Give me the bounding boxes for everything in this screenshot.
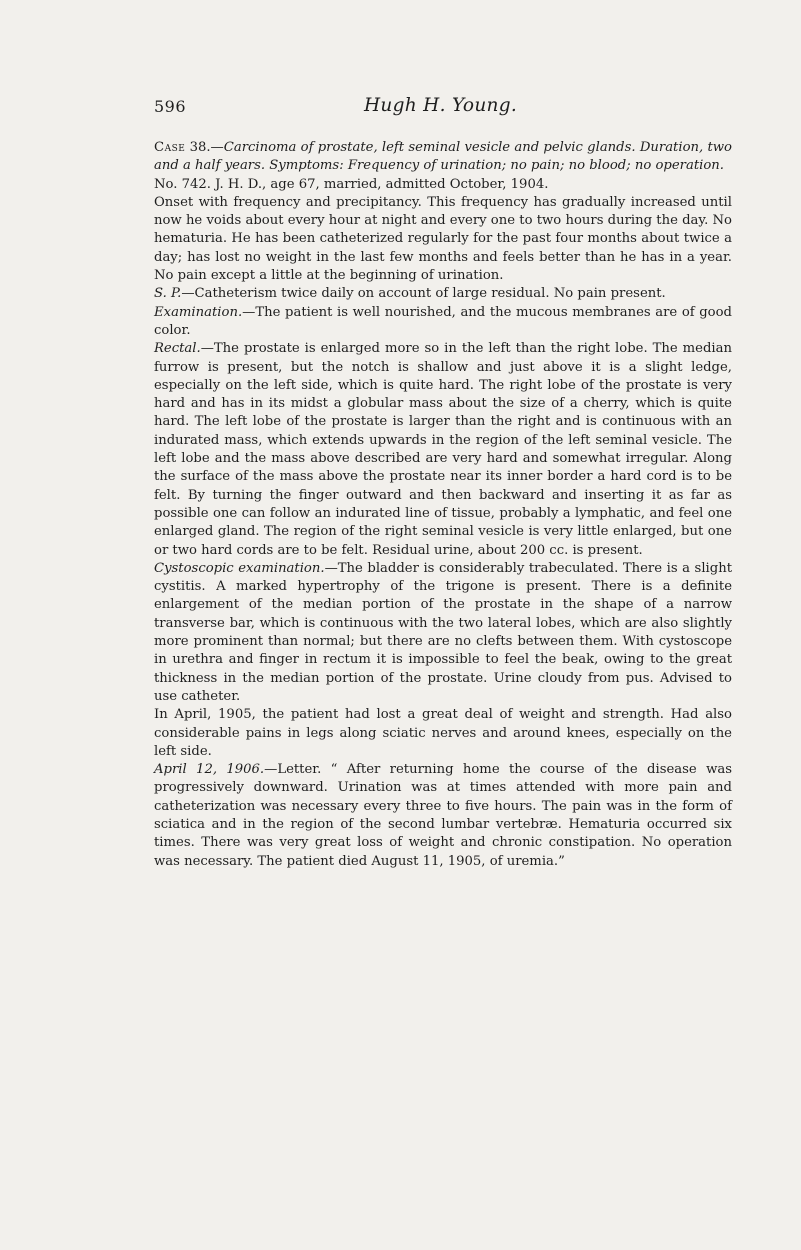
case-title: Carcinoma of prostate, left seminal vesicle and pelvic glands. Duration, two and a half years. Symptoms: Frequency of urination; no pain; no blood; no operation.	[154, 140, 732, 174]
book-page	[154, 97, 732, 871]
paragraph-sp	[154, 285, 732, 303]
rectal-text: —The prostate is enlarged more so in the left than the right lobe. The median furrow is present, but the notch is shallow and just above it is a slight ledge, especially on the left side, which is quite hard. The right lobe of the prostate is very hard and has in its midst a globular mass about the size of a cherry, which is quite hard. The left lobe of the prostate is larger than the right and is continuous with an indurated mass, which extends upwards in the region of the left seminal vesicle. The left lobe and the mass above described are very hard and somewhat irregular. Along the surface of the mass above the prostate near its inner border a hard cord is to be felt. By turning the finger outward and then backward and inserting it as far as possible one can follow an indurated line of tissue, probably a lymphatic, and feel one enlarged gland. The region of the right seminal vesicle is very little enlarged, but one or two hard cords are to be felt. Residual urine, about 200 cc. is present.	[154, 341, 732, 558]
running-title: Hugh H. Young.	[364, 95, 518, 116]
paragraph-letter	[154, 761, 732, 871]
paragraph-april-1905: In April, 1905, the patient had lost a great deal of weight and strength. Had also considerable pains in legs along sciatic nerves and around knees, especially on the left side.	[154, 707, 732, 759]
sp-text: —Catheterism twice daily on account of large residual. No pain present.	[181, 286, 666, 302]
paragraph-examination	[154, 304, 732, 341]
running-head	[154, 97, 732, 127]
page-number: 596	[154, 97, 187, 116]
paragraph-cystoscopic	[154, 560, 732, 706]
case-record: No. 742. J. H. D., age 67, married, admitted October, 1904.	[154, 176, 549, 192]
letter-date-label: April 12, 1906.	[154, 762, 265, 778]
sp-label: S. P.	[154, 286, 182, 302]
examination-label: Examination.	[154, 304, 243, 320]
case-label: Case	[154, 140, 186, 155]
cystoscopic-label: Cystoscopic examination.	[154, 560, 325, 576]
examination-text: —The patient is well nourished, and the mucous membranes are of good color.	[154, 304, 732, 338]
paragraph-onset: Onset with frequency and precipitancy. This frequency has gradually increased until now he voids about every hour at night and every one to two hours during the day. No hematuria. He has been catheterized regularly for the past four months about twice a day; has lost no weight in the last few months and feels better than he has in a year. No pain except a little at the beginning of urination.	[154, 194, 732, 284]
cystoscopic-text: —The bladder is considerably trabeculated. There is a slight cystitis. A marked hypertrophy of the trigone is present. There is a definite enlargement of the median portion of the prostate in the shape of a narrow transverse bar, which is continuous with the two lateral lobes, which are also slightly more prominent than normal; but there are no clefts between them. With cystoscope in urethra and finger in rectum it is impossible to feel the beak, owing to the great thickness in the median portion of the prostate. Urine cloudy from pus. Advised to use catheter.	[154, 560, 732, 704]
case-heading	[154, 139, 732, 176]
body-text	[154, 139, 732, 871]
case-number: 38.—	[189, 140, 224, 155]
letter-text: —Letter. “ After returning home the course of the disease was progressively downward. Urination was at times attended with more pain and catheterization was necessary every three to five hours. The pain was in the form of sciatica and in the region of the second lumbar vertebræ. Hematuria occurred six times. There was very great loss of weight and chronic constipation. No operation was necessary. The patient died August 11, 1905, of uremia.”	[154, 762, 732, 869]
rectal-label: Rectal.	[154, 341, 201, 357]
paragraph-rectal	[154, 340, 732, 560]
